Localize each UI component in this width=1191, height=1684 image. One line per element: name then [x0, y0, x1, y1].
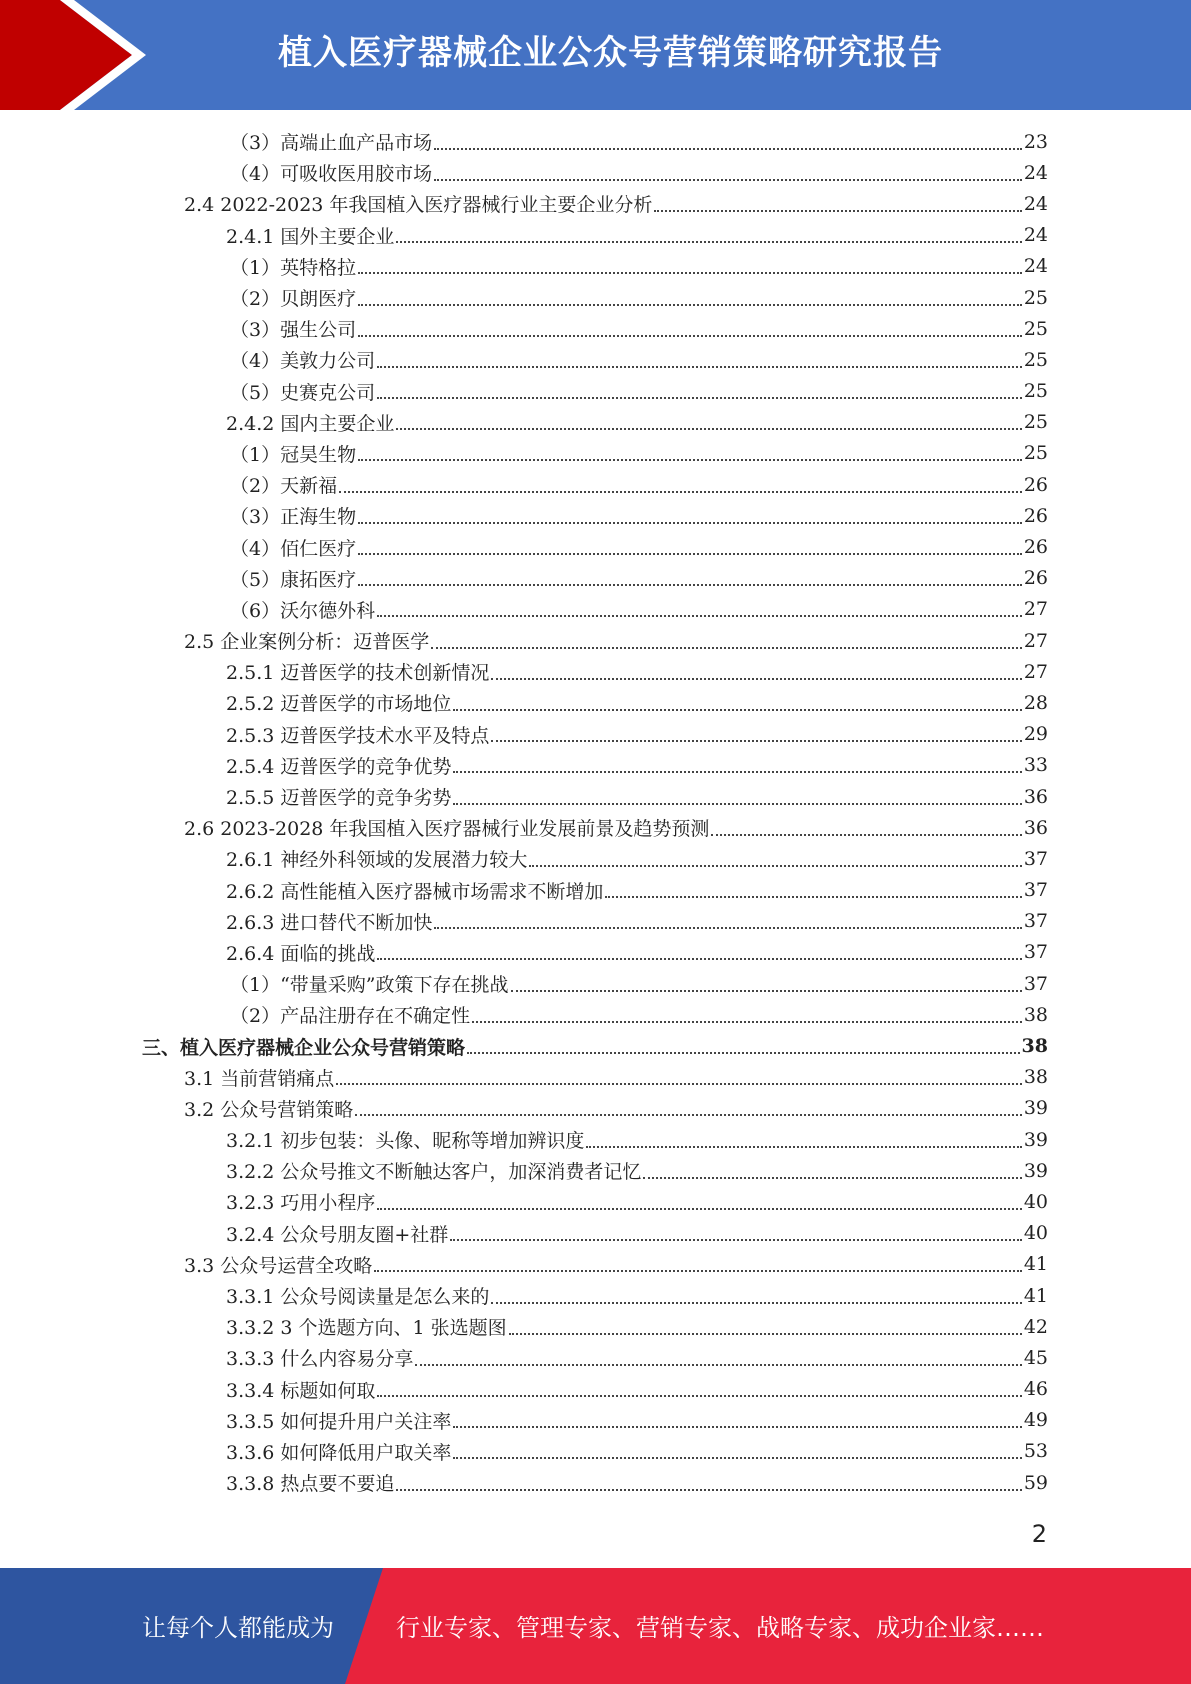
toc-dot-leader [467, 1052, 1020, 1054]
toc-entry-page: 37 [1023, 972, 1048, 995]
toc-entry-title: 2.4.2 国内主要企业 [226, 412, 395, 435]
toc-entry-title: 3.3.3 什么内容易分享 [226, 1348, 414, 1371]
toc-entry[interactable] [0, 407, 1191, 438]
toc-entry-page: 27 [1023, 660, 1048, 683]
toc-entry[interactable] [0, 812, 1191, 843]
toc-entry-title: 三、植入医疗器械企业公众号营销策略 [142, 1036, 466, 1059]
toc-entry-title: 3.2.1 初步包装：头像、昵称等增加辨识度 [226, 1130, 585, 1153]
toc-entry-title: 3.3.2 3 个选题方向、1 张选题图 [226, 1317, 507, 1340]
toc-entry-page: 26 [1023, 473, 1048, 496]
toc-entry-title: （5）康拓医疗 [230, 568, 357, 591]
toc-dot-leader [453, 709, 1021, 711]
toc-dot-leader [434, 148, 1022, 150]
toc-entry-title: （2）天新福 [230, 475, 338, 498]
toc-dot-leader [377, 397, 1022, 399]
toc-entry[interactable] [0, 719, 1191, 750]
toc-dot-leader [491, 740, 1021, 742]
toc-entry-title: 3.1 当前营销痛点 [184, 1067, 335, 1090]
toc-entry-page: 27 [1023, 598, 1048, 621]
toc-dot-leader [605, 896, 1021, 898]
toc-dot-leader [358, 335, 1022, 337]
toc-dot-leader [377, 958, 1021, 960]
toc-entry-page: 24 [1023, 161, 1048, 184]
page-number: 2 [1031, 1520, 1047, 1548]
toc-entry-page: 26 [1023, 536, 1048, 559]
toc-entry-page: 26 [1023, 567, 1048, 590]
toc-dot-leader [377, 1395, 1021, 1397]
footer-slogan-left: 让每个人都能成为 [142, 1614, 334, 1642]
toc-entry-page: 24 [1023, 224, 1048, 247]
toc-dot-leader [396, 1489, 1021, 1491]
toc-dot-leader [396, 241, 1021, 243]
toc-entry-title: 3.2 公众号营销策略 [184, 1098, 354, 1121]
toc-dot-leader [654, 210, 1021, 212]
toc-entry-page: 42 [1023, 1315, 1048, 1338]
toc-dot-leader [450, 1239, 1022, 1241]
toc-entry[interactable] [0, 531, 1191, 562]
toc-entry-page: 49 [1023, 1409, 1048, 1432]
toc-entry-title: 2.5 企业案例分析：迈普医学 [184, 631, 430, 654]
header-chevron-icon [0, 0, 160, 110]
toc-dot-leader [339, 491, 1022, 493]
toc-entry-title: 3.3.8 热点要不要追 [226, 1473, 395, 1496]
toc-dot-leader [396, 428, 1021, 430]
toc-entry[interactable] [0, 1062, 1191, 1093]
toc-dot-leader [453, 1457, 1021, 1459]
toc-entry-title: 3.3.4 标题如何取 [226, 1379, 376, 1402]
toc-entry-page: 29 [1023, 723, 1048, 746]
toc-entry[interactable] [0, 376, 1191, 407]
toc-entry[interactable] [0, 1280, 1191, 1311]
toc-entry[interactable] [0, 1218, 1191, 1249]
toc-entry-page: 39 [1023, 1159, 1048, 1182]
toc-entry-page: 25 [1023, 442, 1048, 465]
toc-dot-leader [336, 1083, 1022, 1085]
toc-entry[interactable] [0, 313, 1191, 344]
toc-dot-leader [358, 522, 1022, 524]
toc-entry-page: 38 [1023, 1003, 1048, 1026]
toc-entry-page: 25 [1023, 411, 1048, 434]
toc-entry-title: 2.4 2022-2023 年我国植入医疗器械行业主要企业分析 [184, 194, 653, 217]
toc-dot-leader [358, 272, 1022, 274]
toc-entry-page: 23 [1023, 130, 1048, 153]
toc-dot-leader [377, 366, 1022, 368]
toc-entry-title: 3.3 公众号运营全攻略 [184, 1254, 373, 1277]
toc-entry-page: 36 [1023, 785, 1048, 808]
toc-entry-page: 33 [1023, 754, 1048, 777]
toc-dot-leader [472, 1021, 1022, 1023]
toc-entry-title: （4）佰仁医疗 [230, 537, 357, 560]
toc-entry[interactable] [0, 781, 1191, 812]
toc-entry-page: 24 [1023, 192, 1048, 215]
toc-dot-leader [431, 647, 1022, 649]
toc-entry-page: 40 [1023, 1222, 1048, 1245]
toc-entry-title: 3.2.4 公众号朋友圈+社群 [226, 1223, 449, 1246]
toc-entry[interactable] [0, 1124, 1191, 1155]
toc-entry[interactable] [0, 843, 1191, 874]
toc-entry-page: 27 [1023, 629, 1048, 652]
toc-entry[interactable] [0, 906, 1191, 937]
toc-entry[interactable] [0, 1186, 1191, 1217]
toc-entry-page: 38 [1023, 1066, 1048, 1089]
toc-entry[interactable] [0, 999, 1191, 1030]
toc-entry-page: 37 [1023, 847, 1048, 870]
toc-entry[interactable] [0, 563, 1191, 594]
toc-dot-leader [491, 1302, 1021, 1304]
toc-entry[interactable] [0, 625, 1191, 656]
toc-entry-page: 39 [1023, 1097, 1048, 1120]
toc-entry[interactable] [0, 968, 1191, 999]
toc-entry[interactable] [0, 188, 1191, 219]
toc-entry[interactable] [0, 656, 1191, 687]
header-banner [0, 0, 1191, 110]
toc-entry-title: 2.5.1 迈普医学的技术创新情况 [226, 662, 490, 685]
toc-entry-title: （3）高端止血产品市场 [230, 132, 433, 155]
toc-entry-title: 3.2.3 巧用小程序 [226, 1192, 376, 1215]
toc-entry-title: 2.6 2023-2028 年我国植入医疗器械行业发展前景及趋势预测 [184, 818, 710, 841]
toc-entry-page: 53 [1023, 1440, 1048, 1463]
toc-entry-title: 2.6.4 面临的挑战 [226, 942, 376, 965]
toc-entry-title: （2）贝朗医疗 [230, 288, 357, 311]
toc-entry[interactable] [0, 126, 1191, 157]
toc-entry-title: 2.6.3 进口替代不断加快 [226, 911, 433, 934]
toc-dot-leader [355, 1114, 1022, 1116]
toc-entry-page: 25 [1023, 317, 1048, 340]
toc-entry[interactable] [0, 1030, 1191, 1061]
footer-slogan-right: 行业专家、管理专家、营销专家、战略专家、成功企业家…… [396, 1614, 1044, 1642]
toc-entry-page: 26 [1023, 504, 1048, 527]
toc-entry-page: 40 [1023, 1190, 1048, 1213]
toc-entry[interactable] [0, 1249, 1191, 1280]
toc-dot-leader [374, 1270, 1022, 1272]
toc-dot-leader [377, 615, 1022, 617]
toc-dot-leader [643, 1177, 1021, 1179]
toc-entry-title: （3）强生公司 [230, 319, 357, 342]
toc-entry[interactable] [0, 282, 1191, 313]
toc-entry-page: 36 [1023, 816, 1048, 839]
toc-entry-page: 25 [1023, 348, 1048, 371]
toc-entry-title: （4）可吸收医用胶市场 [230, 163, 433, 186]
toc-dot-leader [586, 1146, 1021, 1148]
toc-entry-page: 41 [1023, 1284, 1048, 1307]
toc-entry[interactable] [0, 1436, 1191, 1467]
toc-dot-leader [377, 1208, 1021, 1210]
toc-entry[interactable] [0, 1374, 1191, 1405]
toc-entry[interactable] [0, 1467, 1191, 1498]
toc-dot-leader [358, 459, 1022, 461]
toc-entry-title: （1）“带量采购”政策下存在挑战 [230, 974, 509, 997]
toc-entry[interactable] [0, 875, 1191, 906]
toc-entry-page: 25 [1023, 380, 1048, 403]
toc-entry[interactable] [0, 1093, 1191, 1124]
toc-entry[interactable] [0, 687, 1191, 718]
toc-entry[interactable] [0, 251, 1191, 282]
toc-entry-page: 39 [1023, 1128, 1048, 1151]
toc-entry[interactable] [0, 469, 1191, 500]
toc-dot-leader [434, 927, 1021, 929]
toc-entry-page: 41 [1023, 1253, 1048, 1276]
toc-dot-leader [453, 803, 1021, 805]
toc-dot-leader [434, 179, 1022, 181]
toc-entry-title: 2.4.1 国外主要企业 [226, 225, 395, 248]
toc-dot-leader [529, 865, 1021, 867]
toc-entry[interactable] [0, 1155, 1191, 1186]
toc-entry-title: 3.3.5 如何提升用户关注率 [226, 1410, 452, 1433]
toc-entry-page: 37 [1023, 879, 1048, 902]
toc-dot-leader [453, 1426, 1021, 1428]
toc-entry-title: 2.6.2 高性能植入医疗器械市场需求不断增加 [226, 880, 604, 903]
toc-entry-title: 2.5.4 迈普医学的竞争优势 [226, 755, 452, 778]
toc-entry[interactable] [0, 344, 1191, 375]
toc-entry-title: （1）冠昊生物 [230, 443, 357, 466]
toc-entry[interactable] [0, 594, 1191, 625]
toc-entry-page: 45 [1023, 1346, 1048, 1369]
toc-dot-leader [491, 678, 1021, 680]
toc-entry-page: 37 [1023, 910, 1048, 933]
toc-dot-leader [415, 1364, 1021, 1366]
toc-entry[interactable] [0, 1405, 1191, 1436]
toc-entry-title: 3.3.1 公众号阅读量是怎么来的 [226, 1286, 490, 1309]
footer-banner [0, 1568, 1191, 1684]
toc-entry-page: 38 [1021, 1035, 1048, 1058]
toc-entry-title: 2.5.5 迈普医学的竞争劣势 [226, 787, 452, 810]
toc-dot-leader [358, 584, 1022, 586]
table-of-contents [0, 126, 1191, 1498]
toc-entry-title: 2.6.1 神经外科领域的发展潜力较大 [226, 849, 528, 872]
toc-entry-page: 28 [1023, 691, 1048, 714]
toc-entry-page: 46 [1023, 1378, 1048, 1401]
toc-dot-leader [511, 990, 1022, 992]
toc-entry[interactable] [0, 1342, 1191, 1373]
toc-entry-title: （4）美敦力公司 [230, 350, 376, 373]
toc-entry[interactable] [0, 157, 1191, 188]
toc-entry-title: 3.2.2 公众号推文不断触达客户，加深消费者记忆 [226, 1161, 642, 1184]
toc-entry-page: 37 [1023, 941, 1048, 964]
toc-entry[interactable] [0, 1311, 1191, 1342]
toc-entry[interactable] [0, 220, 1191, 251]
toc-entry-title: （6）沃尔德外科 [230, 599, 376, 622]
toc-dot-leader [711, 834, 1021, 836]
toc-entry[interactable] [0, 937, 1191, 968]
toc-entry[interactable] [0, 500, 1191, 531]
toc-entry-title: 2.5.3 迈普医学技术水平及特点 [226, 724, 490, 747]
report-title: 植入医疗器械企业公众号营销策略研究报告 [278, 33, 943, 73]
toc-entry-title: （1）英特格拉 [230, 256, 357, 279]
toc-entry-title: 3.3.6 如何降低用户取关率 [226, 1441, 452, 1464]
toc-entry-page: 24 [1023, 255, 1048, 278]
toc-entry-title: （3）正海生物 [230, 506, 357, 529]
toc-dot-leader [358, 553, 1022, 555]
toc-dot-leader [358, 304, 1022, 306]
toc-entry-title: （2）产品注册存在不确定性 [230, 1005, 471, 1028]
toc-entry-page: 59 [1023, 1471, 1048, 1494]
toc-entry-page: 25 [1023, 286, 1048, 309]
toc-dot-leader [453, 771, 1021, 773]
toc-entry[interactable] [0, 750, 1191, 781]
toc-dot-leader [509, 1333, 1022, 1335]
toc-entry-title: 2.5.2 迈普医学的市场地位 [226, 693, 452, 716]
toc-entry[interactable] [0, 438, 1191, 469]
toc-entry-title: （5）史赛克公司 [230, 381, 376, 404]
